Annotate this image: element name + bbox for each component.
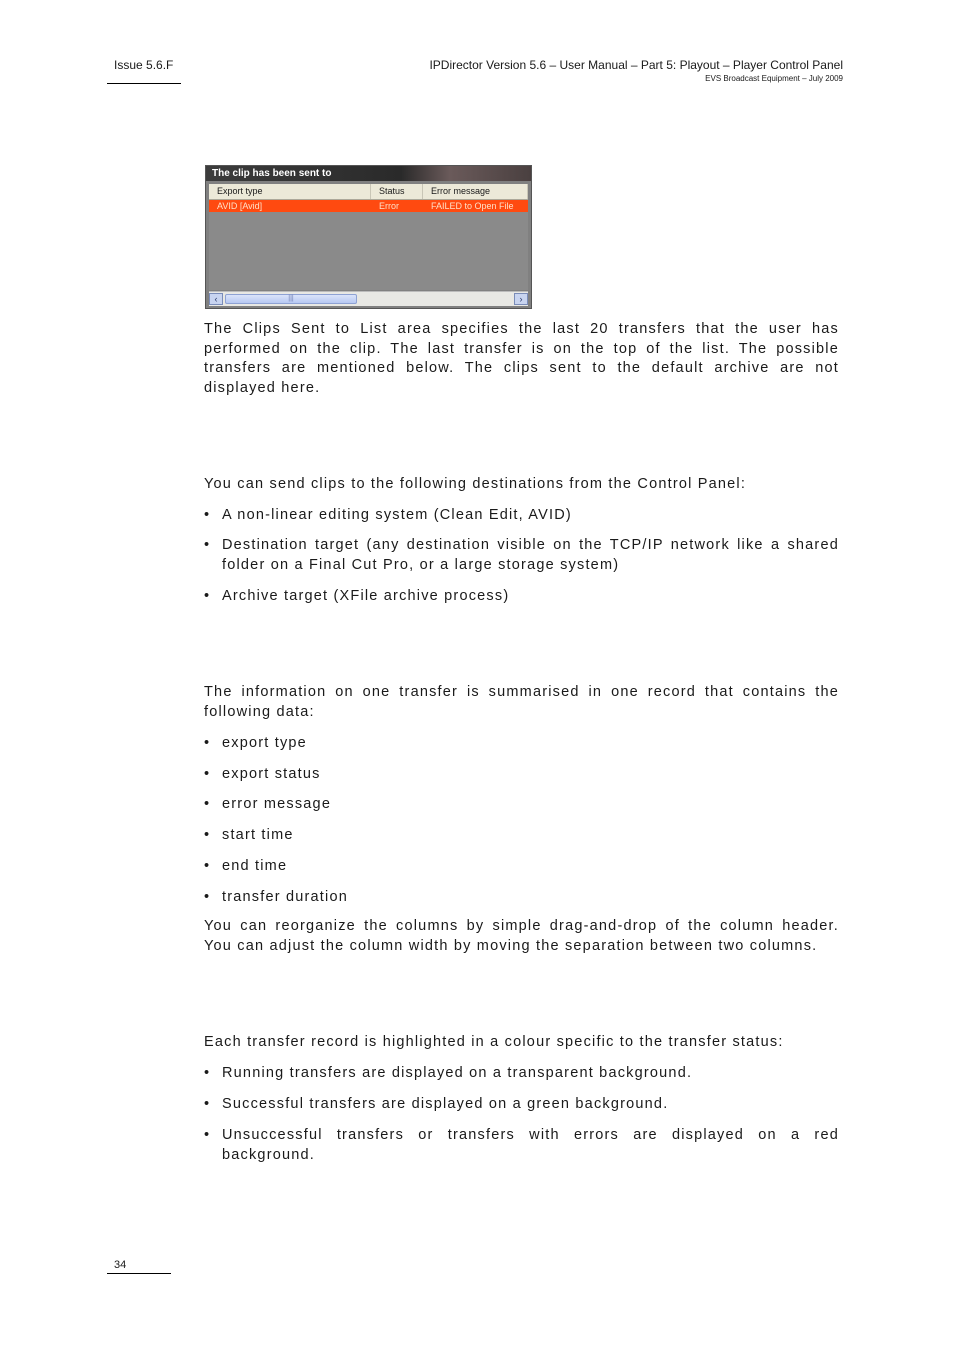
bullet-icon: • [204, 796, 211, 812]
horizontal-scrollbar[interactable] [209, 291, 528, 306]
paragraph-record-intro: The information on one transfer is summarised in one record that contains the following data: [204, 684, 839, 720]
column-header-error-message[interactable]: Error message [423, 184, 528, 199]
clips-sent-to-screenshot [205, 165, 532, 309]
column-header-export-type[interactable]: Export type [209, 184, 371, 199]
list-item: • transfer duration [204, 888, 839, 908]
page-number: 34 [114, 1259, 127, 1271]
list-item: • Destination target (any destination visible on the TCP/IP network like a shared folder on a Final Cut Pro, or a large storage system) [204, 537, 839, 573]
bullet-icon: • [204, 1096, 211, 1112]
bullet-icon: • [204, 507, 211, 523]
bullet-icon: • [204, 827, 211, 843]
column-header-status[interactable]: Status [371, 184, 423, 199]
list-item: • export type [204, 734, 839, 754]
footer-rule [107, 1273, 171, 1274]
bullet-icon: • [204, 735, 211, 751]
scroll-right-icon[interactable]: › [514, 293, 528, 305]
list-row[interactable] [209, 200, 528, 212]
clips-sent-list [209, 184, 528, 290]
list-item: • end time [204, 857, 839, 877]
list-item: • A non-linear editing system (Clean Edit, AVID) [204, 506, 839, 526]
list-header [209, 184, 528, 200]
list-item: • Successful transfers are displayed on a green background. [204, 1095, 839, 1115]
bullet-icon: • [204, 537, 211, 553]
paragraph-status-colours-intro: Each transfer record is highlighted in a colour specific to the transfer status: [204, 1034, 784, 1050]
paragraph-column-reorganize: You can reorganize the columns by simple drag-and-drop of the column header. You can adjust the column width by moving the separation between two columns. [204, 918, 839, 954]
paragraph-clips-sent-to: The Clips Sent to List area specifies the last 20 transfers that the user has performed on the clip. The last transfer is on the top of the list. The possible transfers are mentioned below. The clips sent to the default archive are not displayed here. [204, 321, 839, 396]
issue-label: Issue 5.6.F [114, 58, 174, 72]
scroll-thumb[interactable]: ||| [225, 294, 357, 304]
cell-error-message: FAILED to Open File [431, 201, 514, 211]
bullet-icon: • [204, 1127, 211, 1143]
bullet-icon: • [204, 1065, 211, 1081]
manual-subtitle: EVS Broadcast Equipment – July 2009 [705, 74, 843, 83]
window-title: The clip has been sent to [206, 166, 531, 181]
cell-status: Error [379, 201, 399, 211]
cell-export-type: AVID [Avid] [217, 201, 263, 211]
bullet-icon: • [204, 858, 211, 874]
list-item: • start time [204, 826, 839, 846]
scroll-left-icon[interactable]: ‹ [209, 293, 223, 305]
list-item: • Unsuccessful transfers or transfers with errors are displayed on a red background. [204, 1127, 839, 1163]
list-item: • Running transfers are displayed on a transparent background. [204, 1064, 839, 1084]
manual-title: IPDirector Version 5.6 – User Manual – Part 5: Playout – Player Control Panel [429, 58, 843, 72]
paragraph-destinations-intro: You can send clips to the following destinations from the Control Panel: [204, 476, 747, 492]
list-item: • Archive target (XFile archive process) [204, 587, 839, 607]
list-item: • error message [204, 795, 839, 815]
page-header [429, 58, 843, 83]
bullet-icon: • [204, 889, 211, 905]
bullet-icon: • [204, 766, 211, 782]
list-item: • export status [204, 765, 839, 785]
bullet-icon: • [204, 588, 211, 604]
header-rule [107, 83, 181, 84]
